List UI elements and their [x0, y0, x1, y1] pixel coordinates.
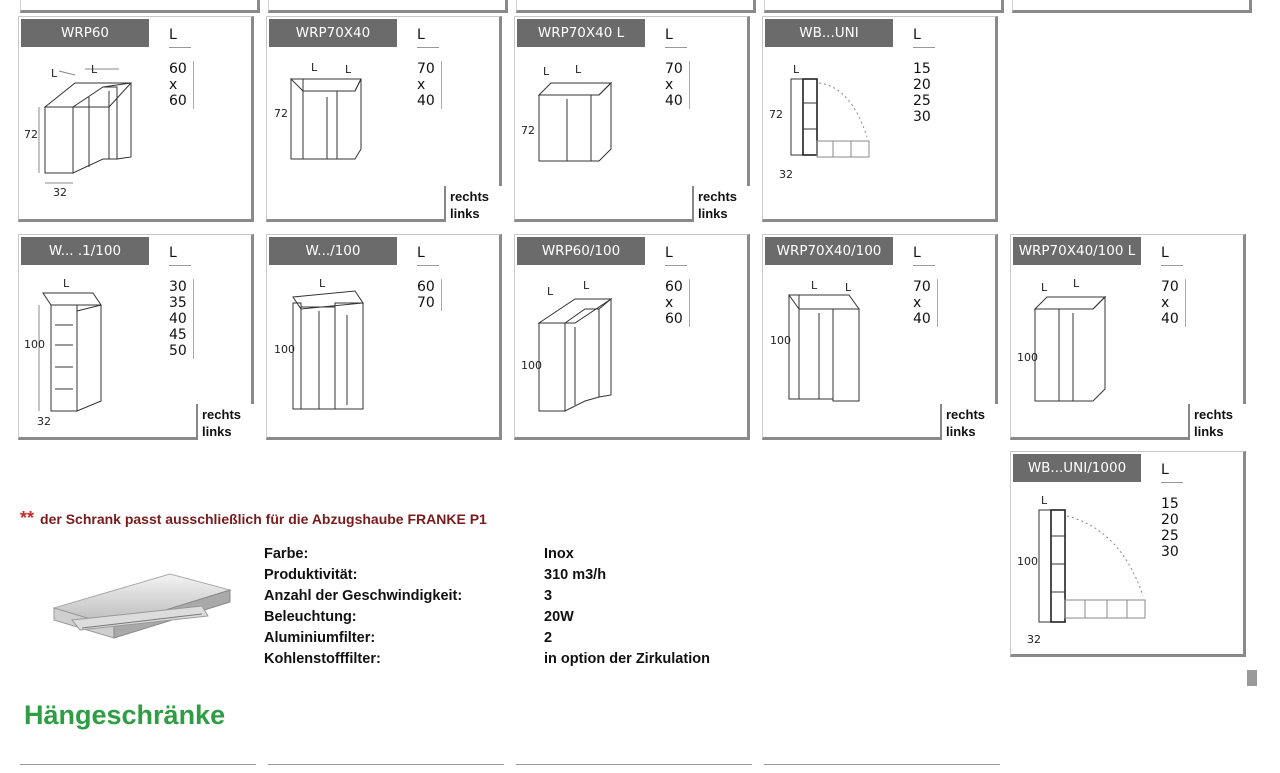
compatibility-note [20, 508, 487, 529]
orientation-labels: rechts links [1188, 404, 1246, 440]
product-card-w-1-100[interactable] [18, 234, 254, 440]
spec-row: Beleuchtung: 20W [264, 609, 574, 625]
dimension-list: 70 x 40 [1161, 279, 1186, 327]
tall-cabinet-drawing [267, 235, 503, 441]
spec-table [264, 544, 710, 670]
next-card-edge [764, 764, 1000, 773]
section-heading: Hängeschränke [24, 700, 226, 730]
product-code-tab: WB...UNI/1000 [1013, 454, 1141, 482]
previous-card-edge [20, 0, 260, 13]
svg-text:32: 32 [37, 415, 51, 428]
spec-row: Anzahl der Geschwindigkeit: 3 [264, 588, 553, 604]
l-column-header: L [1161, 462, 1183, 483]
note-text: der Schrank passt ausschließlich für die Abzugshaube FRANKE P1 [40, 511, 487, 527]
product-card-w-100[interactable] [266, 234, 502, 440]
next-card-edge [516, 764, 752, 773]
dimension-list: 15 20 25 30 [1161, 496, 1179, 560]
svg-text:L: L [311, 61, 318, 74]
product-card-wrp70x40[interactable] [266, 16, 502, 222]
dimension-list: 60 x 60 [665, 279, 690, 327]
dimension-list: 70 x 40 [417, 61, 442, 109]
asterisk-marker: ** [20, 508, 35, 528]
l-column-header: L [1161, 245, 1183, 266]
svg-text:L: L [319, 277, 326, 290]
product-code-tab: WRP70X40 L [517, 19, 645, 47]
scrollbar-thumb[interactable] [1247, 670, 1257, 686]
orientation-labels: rechts links [692, 186, 750, 222]
l-column-header: L [169, 27, 191, 48]
product-card-wrp60-100[interactable] [514, 234, 750, 440]
svg-text:L: L [845, 281, 852, 294]
spec-row: Produktivität: 310 m3/h [264, 567, 607, 583]
svg-text:L: L [51, 67, 58, 80]
l-column-header: L [665, 245, 687, 266]
svg-text:L: L [547, 285, 554, 298]
product-card-wrp70x40-100-l[interactable] [1010, 234, 1246, 440]
svg-text:100: 100 [1017, 351, 1038, 364]
product-code-tab: WRP70X40/100 L [1013, 237, 1141, 265]
svg-text:100: 100 [770, 334, 791, 347]
dimension-list: 70 x 40 [665, 61, 690, 109]
product-code-tab: W.../100 [269, 237, 397, 265]
previous-card-edge [516, 0, 756, 13]
svg-text:72: 72 [521, 124, 535, 137]
svg-text:32: 32 [1027, 633, 1041, 646]
product-code-tab: WRP70X40 [269, 19, 397, 47]
product-card-wb-uni-1000[interactable] [1010, 451, 1246, 657]
spec-row: Farbe: Inox [264, 546, 574, 562]
svg-text:100: 100 [24, 338, 45, 351]
svg-text:72: 72 [769, 108, 783, 121]
open-shelf-drawing [1011, 452, 1247, 658]
previous-card-edge [1012, 0, 1252, 13]
product-card-wrp70x40-l[interactable] [514, 16, 750, 222]
svg-text:L: L [583, 279, 590, 292]
previous-card-edge [268, 0, 508, 13]
orientation-labels: rechts links [444, 186, 502, 222]
svg-text:72: 72 [24, 128, 38, 141]
svg-text:L: L [63, 277, 70, 290]
range-hood-image [52, 560, 232, 656]
orientation-labels: rechts links [196, 404, 254, 440]
product-code-tab: WB...UNI [765, 19, 893, 47]
l-column-header: L [913, 245, 935, 266]
dimension-list: 30 35 40 45 50 [169, 279, 194, 359]
dimension-list: 15 20 25 30 [913, 61, 931, 125]
dimension-list: 60 x 60 [169, 61, 194, 109]
previous-card-edge [764, 0, 1004, 13]
l-column-header: L [913, 27, 935, 48]
svg-text:L: L [1041, 281, 1048, 294]
l-column-header: L [417, 27, 439, 48]
l-column-header: L [169, 245, 191, 266]
product-card-wrp60[interactable] [18, 16, 254, 222]
svg-text:32: 32 [53, 186, 67, 199]
svg-text:L: L [811, 279, 818, 292]
orientation-labels: rechts links [940, 404, 998, 440]
open-shelf-drawing [763, 17, 999, 223]
svg-text:100: 100 [274, 343, 295, 356]
spec-row: Kohlenstofffilter: in option der Zirkulation [264, 651, 710, 667]
corner-cabinet-drawing [19, 17, 255, 223]
spec-row: Aluminiumfilter: 2 [264, 630, 553, 646]
dimension-list: 70 x 40 [913, 279, 938, 327]
product-code-tab: W... .1/100 [21, 237, 149, 265]
svg-text:L: L [1041, 494, 1048, 507]
svg-text:32: 32 [779, 168, 793, 181]
svg-text:L: L [345, 63, 352, 76]
svg-text:L: L [91, 63, 98, 76]
product-code-tab: WRP60/100 [517, 237, 645, 265]
svg-text:100: 100 [521, 359, 542, 372]
product-code-tab: WRP60 [21, 19, 149, 47]
next-card-edge [20, 764, 256, 773]
product-card-wrp70x40-100[interactable] [762, 234, 998, 440]
svg-text:L: L [793, 63, 800, 76]
corner-cabinet-drawing [515, 235, 751, 441]
l-column-header: L [665, 27, 687, 48]
svg-text:72: 72 [274, 107, 288, 120]
svg-text:L: L [543, 65, 550, 78]
product-code-tab: WRP70X40/100 [765, 237, 893, 265]
dimension-list: 60 70 [417, 279, 442, 311]
svg-text:L: L [1073, 277, 1080, 290]
product-card-wb-uni[interactable] [762, 16, 998, 222]
l-column-header: L [417, 245, 439, 266]
svg-text:100: 100 [1017, 555, 1038, 568]
svg-text:L: L [575, 63, 582, 76]
next-card-edge [268, 764, 504, 773]
